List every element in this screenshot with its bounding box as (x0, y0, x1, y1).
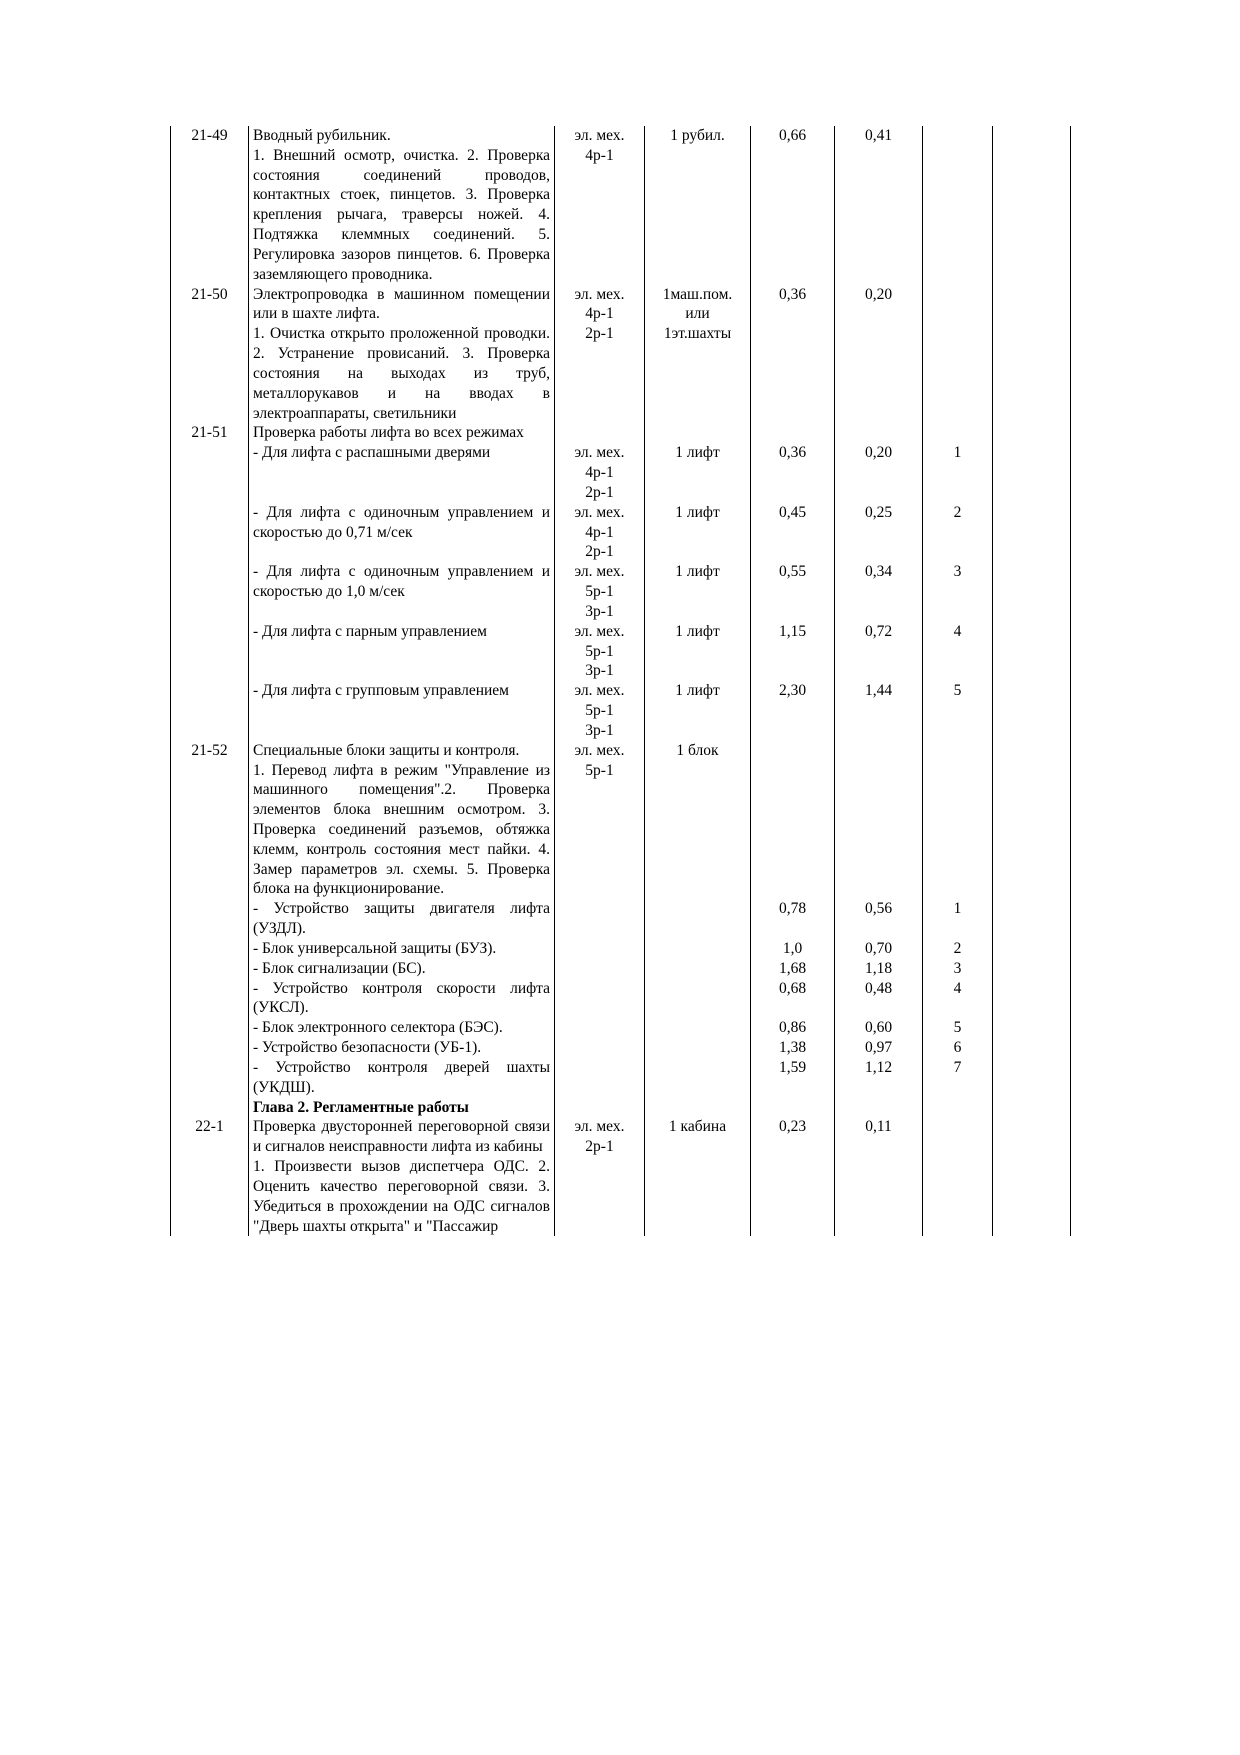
cell-staff (555, 285, 645, 424)
cell-description (249, 979, 555, 1019)
cell-unit (645, 681, 751, 740)
description-title: - Устройство безопасности (УБ-1). (253, 1039, 482, 1057)
cell-unit (645, 622, 751, 681)
description-title: Вводный рубильник. (253, 127, 391, 144)
cell-norm-2: 0,25 (835, 503, 923, 562)
cell-staff (555, 622, 645, 681)
staff-line: эл. мех. (574, 563, 625, 581)
cell-item-number: 1 (923, 899, 993, 939)
cell-staff (555, 899, 645, 939)
description-title: - Блок электронного селектора (БЭС). (253, 1019, 503, 1037)
cell-unit (645, 979, 751, 1019)
cell-unit (645, 959, 751, 979)
cell-norm-2: 0,20 (835, 443, 923, 502)
description-body: 1. Произвести вызов диспетчера ОДС. 2. Оценить качество переговорной связи. 3. Убедиться в прохождении на ОДС сигналов "Дверь шахты открыта" и "Пассажир (253, 1158, 550, 1235)
cell-item-number (923, 1117, 993, 1236)
description-title: - Для лифта с одиночным управлением и скоростью до 0,71 м/сек (253, 503, 550, 541)
unit-line: или (685, 305, 710, 323)
cell-code (171, 622, 249, 681)
cell-unit (645, 503, 751, 562)
cell-unit (645, 1117, 751, 1236)
unit-line: 1эт.шахты (663, 325, 732, 343)
cell-spare (993, 1058, 1071, 1098)
cell-description (249, 622, 555, 681)
norms-table (170, 126, 1071, 1236)
cell-unit (645, 1018, 751, 1038)
cell-unit (645, 939, 751, 959)
cell-code (171, 443, 249, 502)
table-row (171, 1038, 1071, 1058)
staff-line: 4р-1 (585, 464, 614, 482)
description-title: Проверка двусторонней переговорной связи и сигналов неисправности лифта из кабины (253, 1118, 550, 1156)
cell-norm-2: 0,20 (835, 285, 923, 424)
cell-description (249, 562, 555, 621)
table-row (171, 939, 1071, 959)
staff-line: эл. мех. (574, 503, 625, 521)
cell-staff (555, 443, 645, 502)
cell-description (249, 1117, 555, 1236)
staff-line: эл. мех. (574, 444, 625, 462)
cell-norm-2 (835, 423, 923, 443)
staff-line: 5р-1 (585, 642, 614, 660)
cell-description (249, 1058, 555, 1098)
staff-line: 2р-1 (585, 1138, 614, 1156)
cell-norm-2: 0,41 (835, 126, 923, 285)
cell-norm-2: 1,44 (835, 681, 923, 740)
cell-norm-2: 1,18 (835, 959, 923, 979)
table-row (171, 503, 1071, 562)
cell-spare (993, 741, 1071, 900)
cell-item-number (923, 423, 993, 443)
cell-norm-1: 1,0 (751, 939, 835, 959)
cell-staff (555, 681, 645, 740)
cell-description (249, 443, 555, 502)
cell-spare (993, 1018, 1071, 1038)
cell-item-number: 6 (923, 1038, 993, 1058)
cell-code (171, 959, 249, 979)
cell-code (171, 1058, 249, 1098)
cell-item-number: 5 (923, 681, 993, 740)
staff-line: 3р-1 (585, 662, 614, 680)
staff-line: 5р-1 (585, 583, 614, 601)
cell-norm-2: 0,97 (835, 1038, 923, 1058)
cell-unit (645, 285, 751, 424)
cell-spare (993, 126, 1071, 285)
table-row (171, 959, 1071, 979)
cell-item-number: 4 (923, 622, 993, 681)
description-title: - Для лифта с распашными дверями (253, 444, 491, 462)
cell-spare (993, 562, 1071, 621)
table-row (171, 562, 1071, 621)
unit-line: 1 лифт (675, 563, 720, 581)
staff-line: 4р-1 (585, 305, 614, 323)
cell-norm-1: 0,78 (751, 899, 835, 939)
cell-unit (645, 741, 751, 900)
table-row (171, 1018, 1071, 1038)
cell-norm-2 (835, 1098, 923, 1118)
cell-norm-2: 0,72 (835, 622, 923, 681)
cell-norm-1: 1,59 (751, 1058, 835, 1098)
cell-staff (555, 979, 645, 1019)
staff-line: эл. мех. (574, 741, 625, 759)
cell-item-number (923, 126, 993, 285)
staff-line: 5р-1 (585, 702, 614, 720)
staff-line: 3р-1 (585, 721, 614, 739)
table-row (171, 1058, 1071, 1098)
cell-norm-1 (751, 423, 835, 443)
cell-spare (993, 939, 1071, 959)
cell-norm-1: 1,38 (751, 1038, 835, 1058)
description-title: - Блок сигнализации (БС). (253, 959, 426, 977)
cell-code (171, 1038, 249, 1058)
staff-line: 2р-1 (585, 325, 614, 343)
cell-unit (645, 562, 751, 621)
cell-unit (645, 126, 751, 285)
cell-norm-1 (751, 1098, 835, 1118)
description-title: - Устройство контроля скорости лифта (УКСЛ). (253, 979, 550, 1017)
cell-norm-1: 0,68 (751, 979, 835, 1019)
cell-norm-2: 0,11 (835, 1117, 923, 1236)
cell-spare (993, 1098, 1071, 1118)
description-title: - Для лифта с групповым управлением (253, 682, 509, 700)
cell-description (249, 285, 555, 424)
cell-norm-1: 0,45 (751, 503, 835, 562)
cell-code (171, 681, 249, 740)
cell-staff (555, 959, 645, 979)
cell-norm-1: 0,36 (751, 443, 835, 502)
cell-norm-2: 0,56 (835, 899, 923, 939)
cell-item-number: 2 (923, 503, 993, 562)
cell-spare (993, 1038, 1071, 1058)
cell-norm-1: 0,86 (751, 1018, 835, 1038)
cell-item-number: 3 (923, 959, 993, 979)
cell-description (249, 503, 555, 562)
cell-norm-1: 2,30 (751, 681, 835, 740)
table-row (171, 285, 1071, 424)
table-row (171, 741, 1071, 900)
cell-code (171, 562, 249, 621)
cell-description (249, 959, 555, 979)
cell-spare (993, 681, 1071, 740)
cell-staff (555, 1038, 645, 1058)
cell-description (249, 1038, 555, 1058)
cell-unit (645, 899, 751, 939)
cell-description (249, 939, 555, 959)
cell-item-number: 4 (923, 979, 993, 1019)
unit-line: 1 кабина (668, 1118, 727, 1136)
cell-unit (645, 423, 751, 443)
chapter-heading: Глава 2. Регламентные работы (253, 1098, 469, 1116)
cell-code (171, 899, 249, 939)
description-title: Проверка работы лифта во всех режимах (253, 424, 524, 442)
table-row (171, 979, 1071, 1019)
unit-line: 1 лифт (675, 444, 720, 462)
cell-norm-2: 0,70 (835, 939, 923, 959)
description-body: 1. Внешний осмотр, очистка. 2. Проверка состояния соединений проводов, контактных стоек, пинцетов. 3. Проверка крепления рычага, траверсы ножей. 4. Подтяжка клеммных соединений. 5. Регулировка зазоров пинцетов. 6. Проверка заземляющего проводника. (253, 146, 550, 283)
cell-item-number: 2 (923, 939, 993, 959)
staff-line: эл. мех. (574, 285, 625, 303)
cell-staff (555, 741, 645, 900)
staff-line: эл. мех. (574, 1118, 625, 1136)
table-row (171, 622, 1071, 681)
staff-line: эл. мех. (574, 622, 625, 640)
cell-staff (555, 939, 645, 959)
cell-description (249, 423, 555, 443)
unit-line: 1 лифт (675, 682, 720, 700)
cell-description (249, 741, 555, 900)
cell-norm-1: 0,36 (751, 285, 835, 424)
unit-line: 1 лифт (675, 622, 720, 640)
cell-spare (993, 503, 1071, 562)
cell-spare (993, 423, 1071, 443)
cell-norm-1: 0,66 (751, 126, 835, 285)
staff-line: 4р-1 (585, 146, 614, 164)
cell-description (249, 681, 555, 740)
description-title: - Устройство контроля дверей шахты (УКДШ). (253, 1058, 550, 1096)
cell-item-number (923, 741, 993, 900)
unit-line: 1маш.пом. (662, 285, 733, 303)
description-title: - Блок универсальной защиты (БУЗ). (253, 939, 497, 957)
unit-line: 1 блок (676, 741, 719, 759)
description-title: - Для лифта с одиночным управлением и скоростью до 1,0 м/сек (253, 563, 550, 601)
cell-item-number: 5 (923, 1018, 993, 1038)
table-row (171, 443, 1071, 502)
cell-code (171, 503, 249, 562)
cell-unit (645, 443, 751, 502)
staff-line: 3р-1 (585, 602, 614, 620)
unit-line: 1 лифт (675, 503, 720, 521)
cell-spare (993, 959, 1071, 979)
staff-line: 4р-1 (585, 523, 614, 541)
cell-spare (993, 979, 1071, 1019)
cell-code (171, 939, 249, 959)
cell-staff (555, 1058, 645, 1098)
cell-code: 21-50 (171, 285, 249, 424)
cell-spare (993, 899, 1071, 939)
cell-code (171, 979, 249, 1019)
staff-line: эл. мех. (574, 682, 625, 700)
cell-staff (555, 423, 645, 443)
cell-description (249, 126, 555, 285)
description-title: - Устройство защиты двигателя лифта (УЗДЛ). (253, 900, 550, 938)
cell-norm-1: 1,68 (751, 959, 835, 979)
cell-item-number: 7 (923, 1058, 993, 1098)
cell-norm-2: 0,34 (835, 562, 923, 621)
cell-spare (993, 622, 1071, 681)
unit-line: 1 рубил. (670, 127, 725, 144)
description-body: 1. Перевод лифта в режим "Управление из машинного помещения".2. Проверка элементов блока внешним осмотром. 3. Проверка соединений разъемов, обтяжка клемм, контроль состояния мест пайки. 4. Замер параметров эл. схемы. 5. Проверка блока на функционирование. (253, 761, 550, 898)
cell-norm-1: 0,23 (751, 1117, 835, 1236)
cell-norm-1: 0,55 (751, 562, 835, 621)
table-row (171, 423, 1071, 443)
cell-norm-2: 1,12 (835, 1058, 923, 1098)
description-title: - Для лифта с парным управлением (253, 622, 487, 640)
cell-spare (993, 285, 1071, 424)
cell-item-number: 3 (923, 562, 993, 621)
table-row (171, 1117, 1071, 1236)
cell-code: 22-1 (171, 1117, 249, 1236)
cell-unit (645, 1058, 751, 1098)
cell-description (249, 1018, 555, 1038)
cell-item-number: 1 (923, 443, 993, 502)
cell-code: 21-49 (171, 126, 249, 285)
cell-staff (555, 1018, 645, 1038)
cell-norm-2 (835, 741, 923, 900)
cell-code (171, 1098, 249, 1118)
cell-description (249, 899, 555, 939)
description-body: 1. Очистка открыто проложенной проводки. 2. Устранение провисаний. 3. Проверка состояния на выходах из труб, металлорукавов и на вводах в электроаппараты, светильники (253, 325, 550, 422)
table-row (171, 899, 1071, 939)
staff-line: 2р-1 (585, 543, 614, 561)
table-row-chapter-heading (171, 1098, 1071, 1118)
cell-unit (645, 1038, 751, 1058)
cell-spare (993, 443, 1071, 502)
cell-code: 21-52 (171, 741, 249, 900)
staff-line: 5р-1 (585, 761, 614, 779)
cell-norm-2: 0,48 (835, 979, 923, 1019)
cell-norm-1 (751, 741, 835, 900)
table-row (171, 681, 1071, 740)
cell-item-number (923, 1098, 993, 1118)
description-title: Электропроводка в машинном помещении или в шахте лифта. (253, 285, 550, 323)
cell-staff (555, 1117, 645, 1236)
cell-staff (555, 126, 645, 285)
description-title: Специальные блоки защиты и контроля. (253, 741, 520, 759)
cell-staff (555, 1098, 645, 1118)
cell-code: 21-51 (171, 423, 249, 443)
staff-line: эл. мех. (574, 127, 625, 144)
cell-staff (555, 562, 645, 621)
table-row (171, 126, 1071, 285)
cell-norm-2: 0,60 (835, 1018, 923, 1038)
cell-spare (993, 1117, 1071, 1236)
cell-item-number (923, 285, 993, 424)
staff-line: 2р-1 (585, 483, 614, 501)
cell-staff (555, 503, 645, 562)
cell-description (249, 1098, 555, 1118)
cell-norm-1: 1,15 (751, 622, 835, 681)
cell-code (171, 1018, 249, 1038)
cell-unit (645, 1098, 751, 1118)
